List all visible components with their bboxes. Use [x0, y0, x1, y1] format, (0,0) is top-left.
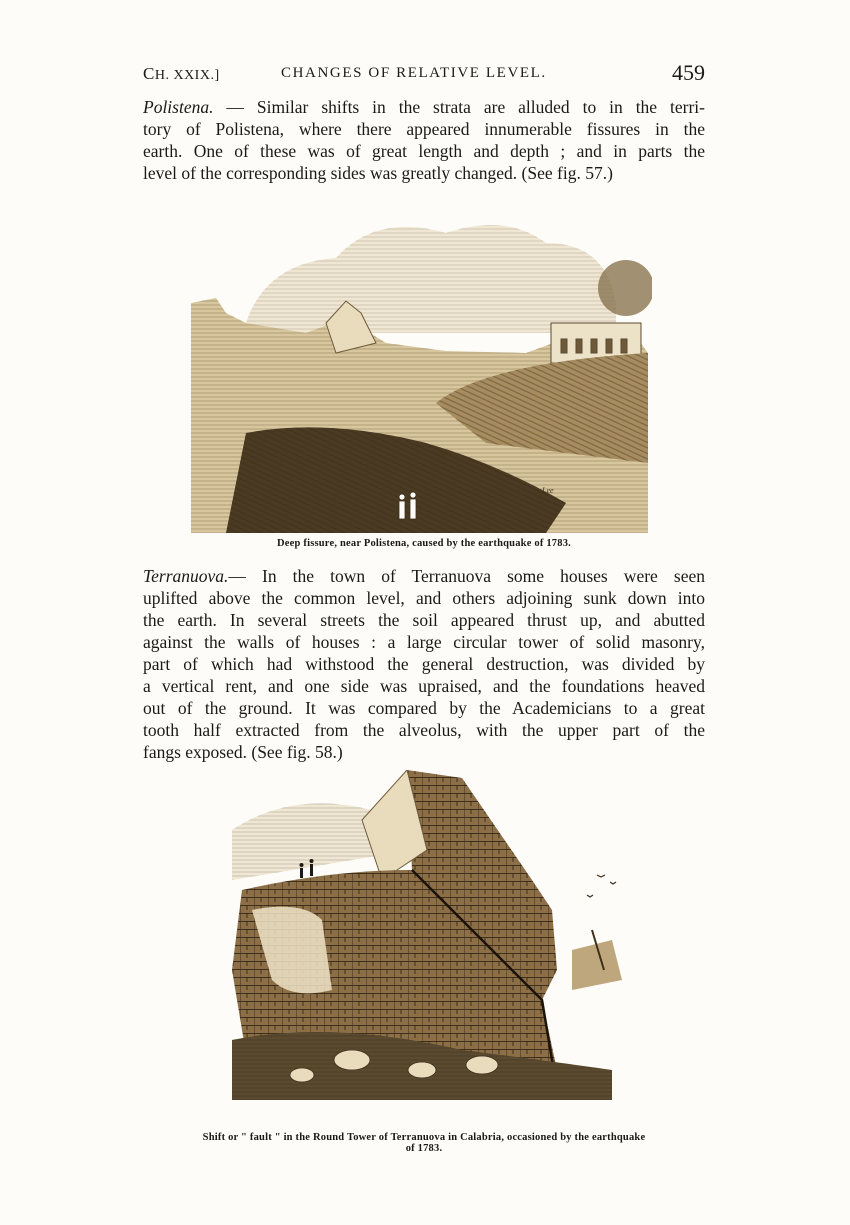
figure-57-engraving: [186, 203, 652, 533]
text-line: fangs exposed. (See fig. 58.): [143, 742, 343, 762]
text-run: — In the town of Terranuova some houses were seen: [228, 566, 705, 586]
figure-58-caption: [143, 1132, 705, 1154]
text-line: tory of Polistena, where there appeared innumerable fissures in the: [143, 119, 705, 139]
paragraph-polistena: [143, 96, 705, 184]
text-line: the earth. In several streets the soil appeared thrust up, and abutted: [143, 610, 705, 630]
text-line: level of the corresponding sides was greatly changed. (See fig. 57.): [143, 163, 613, 183]
figure-57-caption: Deep fissure, near Polistena, caused by the earthquake of 1783.: [277, 538, 571, 549]
text-line: earth. One of these was of great length and depth ; and in parts the: [143, 141, 705, 161]
engraver-signature: Lee: [542, 486, 554, 495]
paragraph-lead: Polistena.: [143, 97, 214, 117]
paragraph-terranuova: [143, 565, 705, 763]
page-number: 459: [672, 60, 705, 85]
chapter-number: H. XXIX.]: [154, 68, 220, 83]
paragraph-lead: Terranuova.: [143, 566, 229, 586]
running-title: CHANGES OF RELATIVE LEVEL.: [281, 65, 547, 81]
text-line: tooth half extracted from the alveolus, with the upper part of the: [143, 720, 705, 740]
text-line: part of which had withstood the general destruction, was divided by: [143, 654, 705, 674]
text-line: a vertical rent, and one side was upraised, and the foundations heaved: [143, 676, 705, 696]
chapter-label: [143, 64, 220, 84]
caption-line: of 1783.: [405, 1143, 443, 1154]
tree: [598, 260, 652, 316]
text-line: uplifted above the common level, and others adjoining sunk down into: [143, 588, 705, 608]
text-line: [143, 565, 705, 587]
text-line: out of the ground. It was compared by the Academicians to a great: [143, 698, 705, 718]
chapter-prefix: C: [143, 64, 155, 83]
text-line: against the walls of houses : a large circular tower of solid masonry,: [143, 632, 705, 652]
running-header: [143, 60, 705, 88]
text-run: — Similar shifts in the strata are alluded to in the terri-: [213, 97, 705, 117]
caption-line: Shift or " fault " in the Round Tower of Terranuova in Calabria, occasioned by the earthquake: [202, 1132, 646, 1143]
text-line: [143, 96, 705, 118]
figure-58-engraving: [212, 770, 632, 1120]
